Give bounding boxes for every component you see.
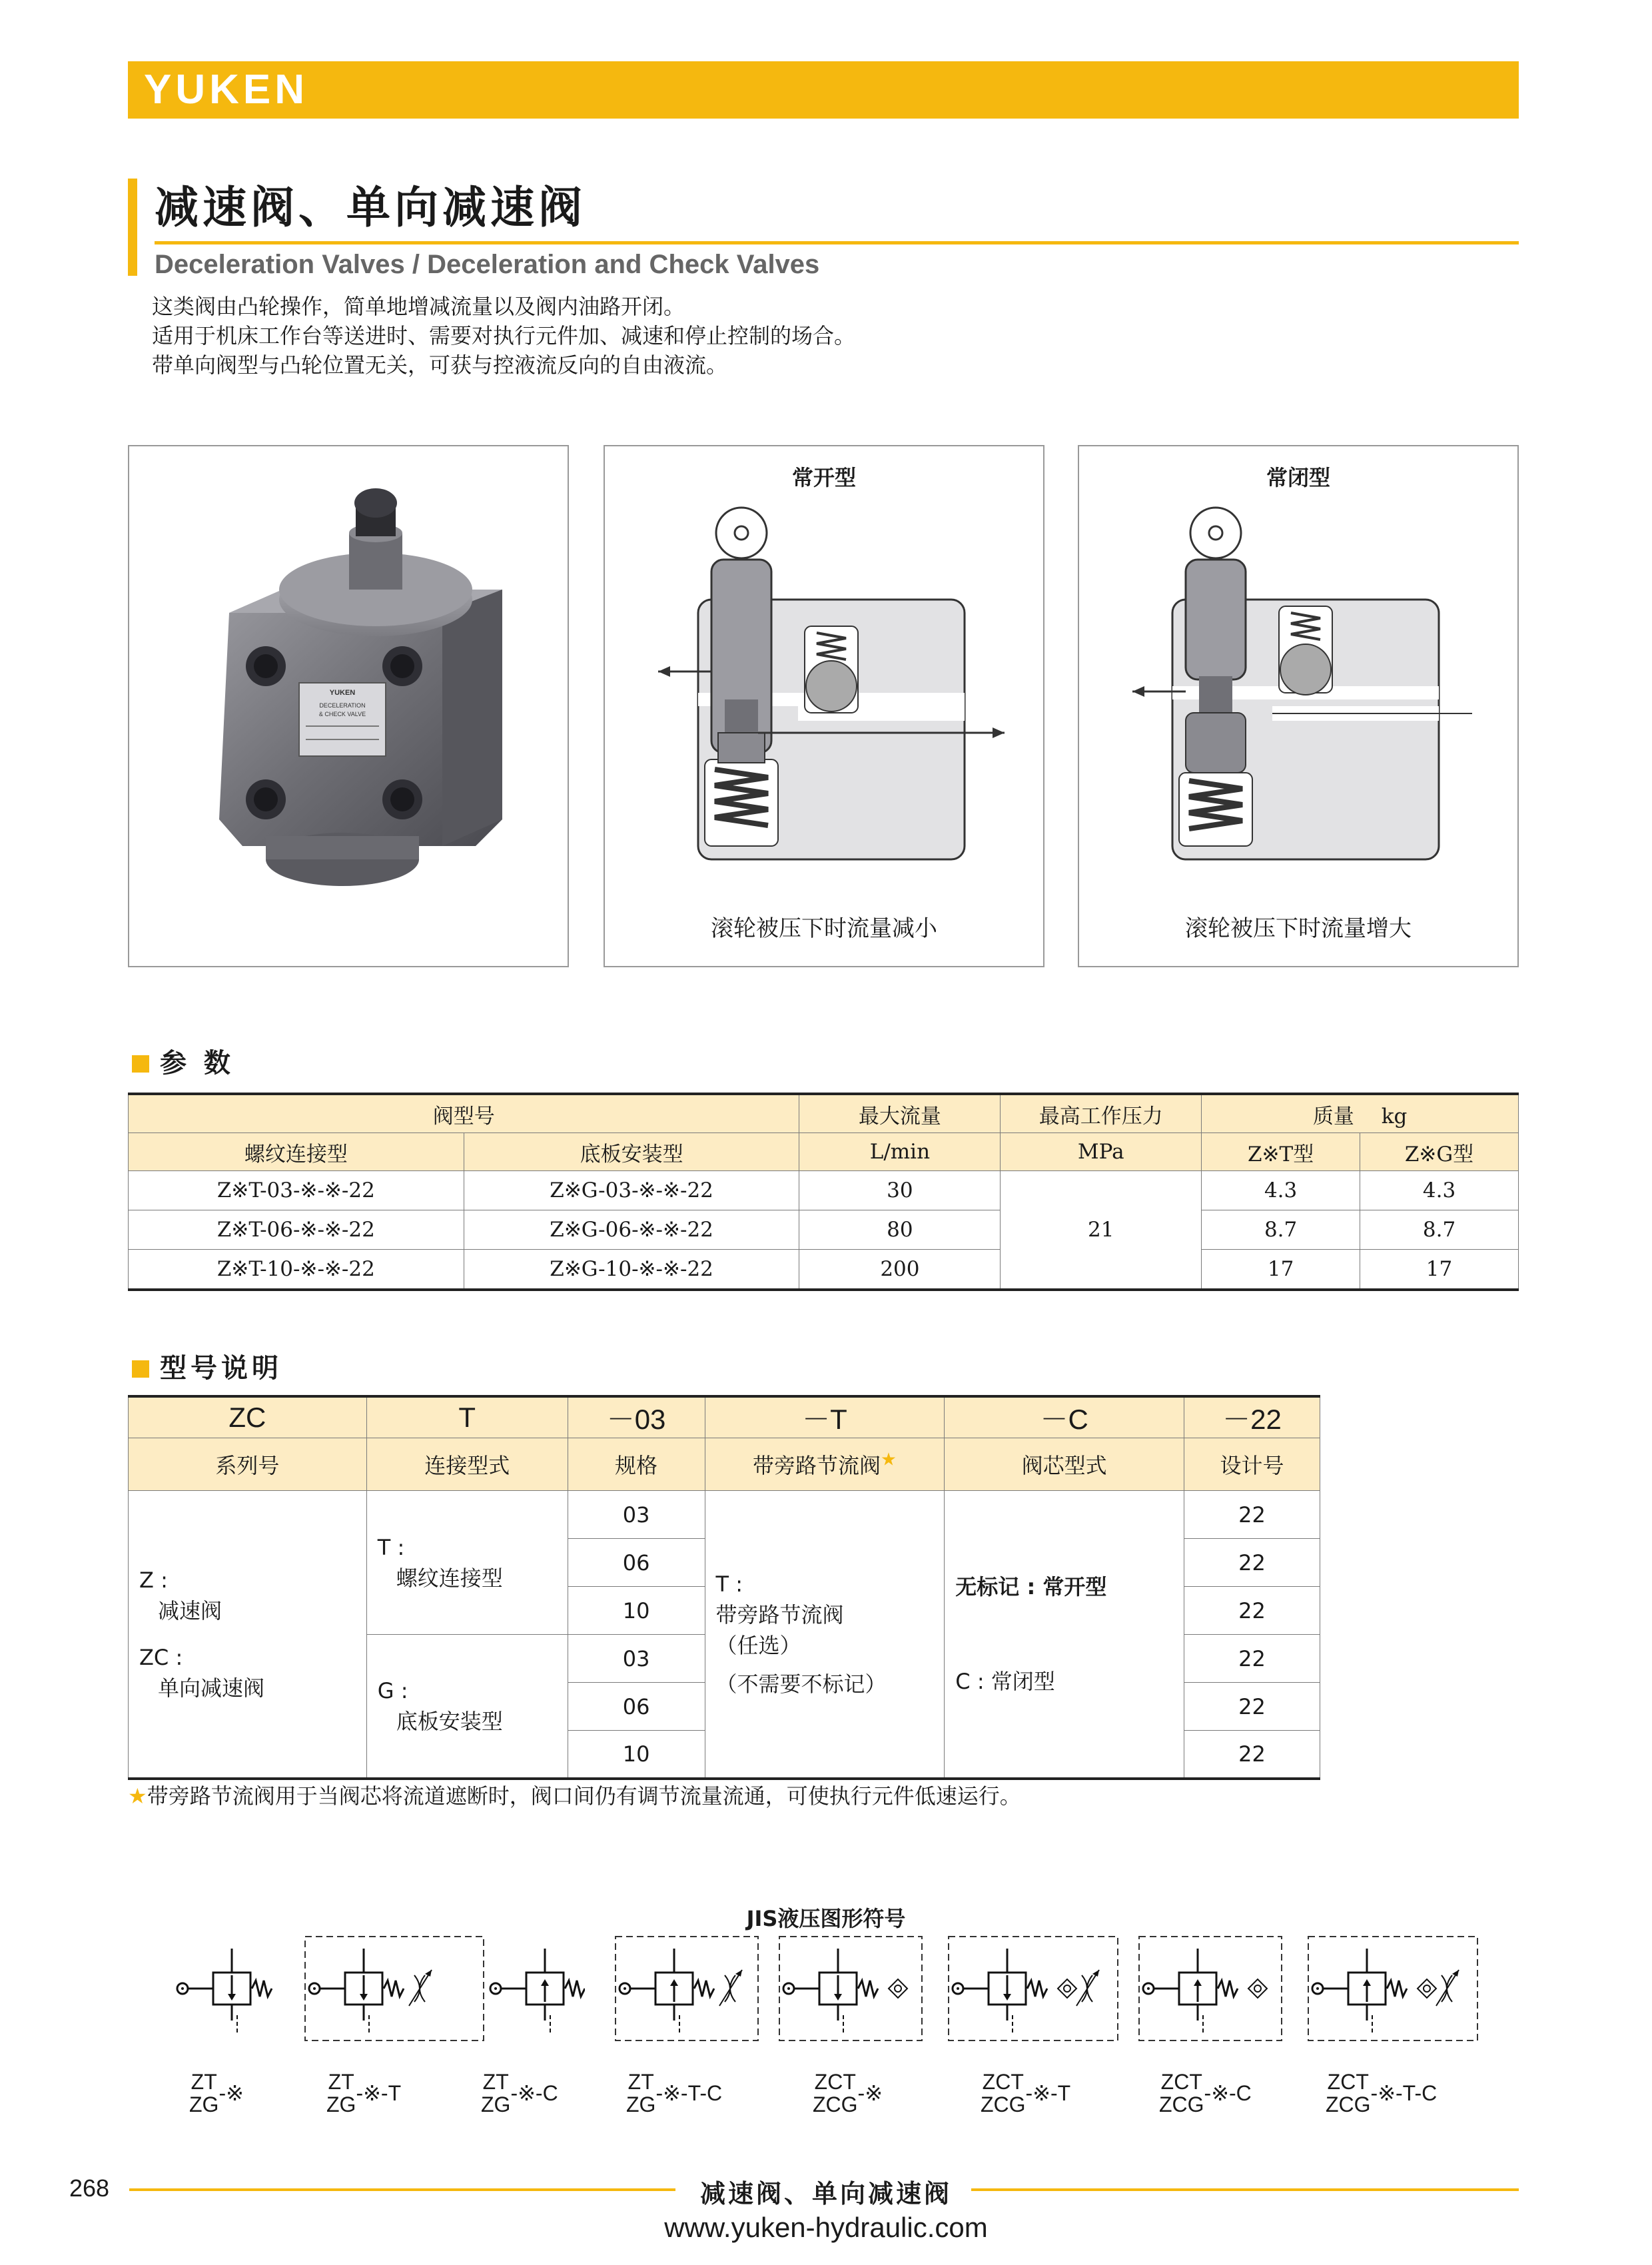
bypass-none: （不需要不标记） xyxy=(715,1671,887,1697)
spec-thread-model: Z※T-03-※-※-22 xyxy=(129,1171,464,1210)
jis-symbol-label: ZCT ZCG -※-C xyxy=(1159,2070,1252,2116)
jis-symbol xyxy=(1307,1935,1479,2042)
spec-mass-g: 4.3 xyxy=(1360,1171,1519,1210)
spec-mass-t: 17 xyxy=(1202,1250,1360,1290)
jis-symbol-label: ZT ZG -※-T-C xyxy=(626,2070,723,2116)
jis-symbol xyxy=(1138,1935,1283,2042)
jis-symbol xyxy=(304,1935,485,2042)
model-size: 03 xyxy=(568,1491,705,1539)
normally-closed-section-diagram xyxy=(1119,506,1492,879)
model-size: 10 xyxy=(568,1731,705,1779)
jis-symbols-title: JIS液压图形符号 xyxy=(746,1906,906,1931)
model-connection-thread xyxy=(366,1491,568,1635)
bypass-optional: （任选） xyxy=(715,1632,801,1658)
conn-g-code: G : xyxy=(377,1677,408,1703)
spec-header-subplate: 底板安装型 xyxy=(464,1133,799,1171)
bypass-footnote: ★带旁路节流阀用于当阀芯将流道遮断时，阀口间仍有调节流量流通，可使执行元件低速运行。 xyxy=(128,1783,1021,1809)
model-code-spool: －C xyxy=(945,1396,1184,1438)
nameplate-line-1: DECELERATION xyxy=(319,702,366,709)
model-code-size: －03 xyxy=(568,1396,705,1438)
footer-title: 减速阀、单向减速阀 xyxy=(699,2179,952,2208)
model-code-bypass: －T xyxy=(705,1396,945,1438)
title-accent-bar xyxy=(128,179,137,276)
model-code-design: －22 xyxy=(1184,1396,1320,1438)
spec-header-thread: 螺纹连接型 xyxy=(129,1133,464,1171)
spec-flow: 200 xyxy=(799,1250,1001,1290)
model-section-marker xyxy=(132,1360,149,1378)
table-row xyxy=(129,1250,1519,1290)
jis-symbol-label: ZT ZG -※-C xyxy=(481,2070,558,2116)
normally-closed-caption: 滚轮被压下时流量增大 xyxy=(1185,915,1412,942)
model-size: 06 xyxy=(568,1683,705,1731)
spec-header-mass-t: Z※T型 xyxy=(1202,1133,1360,1171)
star-icon: ★ xyxy=(128,1783,147,1809)
conn-g-name: 底板安装型 xyxy=(396,1708,503,1734)
spec-subplate-model: Z※G-10-※-※-22 xyxy=(464,1250,799,1290)
model-design: 22 xyxy=(1184,1635,1320,1683)
jis-symbol xyxy=(172,1935,285,2042)
nameplate-brand: YUKEN xyxy=(329,689,356,697)
model-design: 22 xyxy=(1184,1731,1320,1779)
intro-line-2: 适用于机床工作台等送进时、需要对执行元件加、减速和停止控制的场合。 xyxy=(152,323,856,348)
normally-closed-title: 常闭型 xyxy=(1266,465,1330,490)
product-photo-box xyxy=(128,445,569,967)
spec-mass-t: 8.7 xyxy=(1202,1210,1360,1250)
normally-open-caption: 滚轮被压下时流量减小 xyxy=(711,915,937,942)
model-design: 22 xyxy=(1184,1683,1320,1731)
page-subtitle: Deceleration Valves / Deceleration and Check Valves xyxy=(155,250,820,279)
spec-subplate-model: Z※G-06-※-※-22 xyxy=(464,1210,799,1250)
model-code-table xyxy=(128,1395,1320,1780)
page-title: 减速阀、单向减速阀 xyxy=(155,182,586,233)
normally-open-diagram-box xyxy=(604,445,1044,967)
title-rule xyxy=(155,241,1519,244)
jis-symbol-label: ZT ZG -※-T xyxy=(326,2070,402,2116)
footer-url: www.yuken-hydraulic.com xyxy=(664,2212,988,2243)
spec-section-marker xyxy=(132,1055,149,1073)
bypass-name: 带旁路节流阀 xyxy=(715,1601,844,1627)
model-label-design: 设计号 xyxy=(1184,1438,1320,1491)
spool-normally-open: 无标记 : 常开型 xyxy=(955,1574,1107,1599)
model-label-spool: 阀芯型式 xyxy=(945,1438,1184,1491)
model-label-series: 系列号 xyxy=(129,1438,367,1491)
conn-t-name: 螺纹连接型 xyxy=(396,1565,503,1591)
spec-header-pressure-unit: MPa xyxy=(1001,1133,1202,1171)
series-zc-name: 单向减速阀 xyxy=(158,1675,265,1701)
model-label-connection: 连接型式 xyxy=(366,1438,568,1491)
brand-logo: YUKEN xyxy=(144,67,309,113)
spec-mass-t: 4.3 xyxy=(1202,1171,1360,1210)
jis-symbol xyxy=(778,1935,923,2042)
model-label-bypass: 带旁路节流阀★ xyxy=(705,1438,945,1491)
spec-section-title: 参 数 xyxy=(160,1048,234,1079)
nameplate-line-2: & CHECK VALVE xyxy=(318,711,366,717)
star-icon: ★ xyxy=(880,1449,897,1470)
jis-symbol xyxy=(614,1935,759,2042)
model-design: 22 xyxy=(1184,1491,1320,1539)
intro-line-3: 带单向阀型与凸轮位置无关，可获与控液流反向的自由液流。 xyxy=(152,352,728,378)
model-connection-subplate xyxy=(366,1635,568,1779)
spec-flow: 80 xyxy=(799,1210,1001,1250)
model-size: 06 xyxy=(568,1539,705,1587)
model-size: 10 xyxy=(568,1587,705,1635)
jis-symbol xyxy=(485,1935,585,2042)
jis-symbol-label: ZCT ZCG -※-T xyxy=(981,2070,1071,2116)
normally-open-section-diagram xyxy=(645,506,1018,879)
jis-symbol xyxy=(947,1935,1119,2042)
model-spool-options xyxy=(945,1491,1184,1779)
model-design: 22 xyxy=(1184,1539,1320,1587)
spec-thread-model: Z※T-10-※-※-22 xyxy=(129,1250,464,1290)
intro-line-1: 这类阀由凸轮操作，简单地增减流量以及阀内油路开闭。 xyxy=(152,294,685,319)
page-number: 268 xyxy=(69,2174,110,2202)
spec-mass-g: 17 xyxy=(1360,1250,1519,1290)
table-row xyxy=(129,1171,1519,1210)
model-label-size: 规格 xyxy=(568,1438,705,1491)
model-series-options xyxy=(129,1491,367,1779)
spec-header-flow-unit: L/min xyxy=(799,1133,1001,1171)
table-row xyxy=(129,1210,1519,1250)
model-code-series: ZC xyxy=(129,1396,367,1438)
spec-header-mass: 质量 kg xyxy=(1202,1094,1519,1133)
model-section-title: 型号说明 xyxy=(160,1353,282,1384)
spec-thread-model: Z※T-06-※-※-22 xyxy=(129,1210,464,1250)
model-code-connection: T xyxy=(366,1396,568,1438)
spec-header-model: 阀型号 xyxy=(129,1094,799,1133)
normally-closed-diagram-box xyxy=(1078,445,1519,967)
series-z-code: Z : xyxy=(139,1567,168,1593)
jis-symbol-label: ZCT ZCG -※ xyxy=(813,2070,883,2116)
jis-symbol-label: ZT ZG -※ xyxy=(189,2070,244,2116)
series-zc-code: ZC : xyxy=(139,1644,183,1670)
brand-bar xyxy=(128,61,1519,119)
spec-table xyxy=(128,1093,1519,1291)
spec-mass-g: 8.7 xyxy=(1360,1210,1519,1250)
jis-symbol-label: ZCT ZCG -※-T-C xyxy=(1326,2070,1438,2116)
series-z-name: 减速阀 xyxy=(158,1597,222,1623)
spec-flow: 30 xyxy=(799,1171,1001,1210)
spec-subplate-model: Z※G-03-※-※-22 xyxy=(464,1171,799,1210)
model-size: 03 xyxy=(568,1635,705,1683)
spec-header-mass-g: Z※G型 xyxy=(1360,1133,1519,1171)
spool-normally-closed: C : 常闭型 xyxy=(955,1668,1055,1694)
conn-t-code: T : xyxy=(377,1534,405,1560)
model-bypass-options xyxy=(705,1491,945,1779)
normally-open-title: 常开型 xyxy=(791,465,856,490)
spec-header-pressure: 最高工作压力 xyxy=(1001,1094,1202,1133)
spec-header-flow: 最大流量 xyxy=(799,1094,1001,1133)
spec-pressure: 21 xyxy=(1001,1171,1202,1290)
valve-photo-illustration xyxy=(129,446,568,966)
model-design: 22 xyxy=(1184,1587,1320,1635)
bypass-code: T : xyxy=(715,1571,743,1597)
